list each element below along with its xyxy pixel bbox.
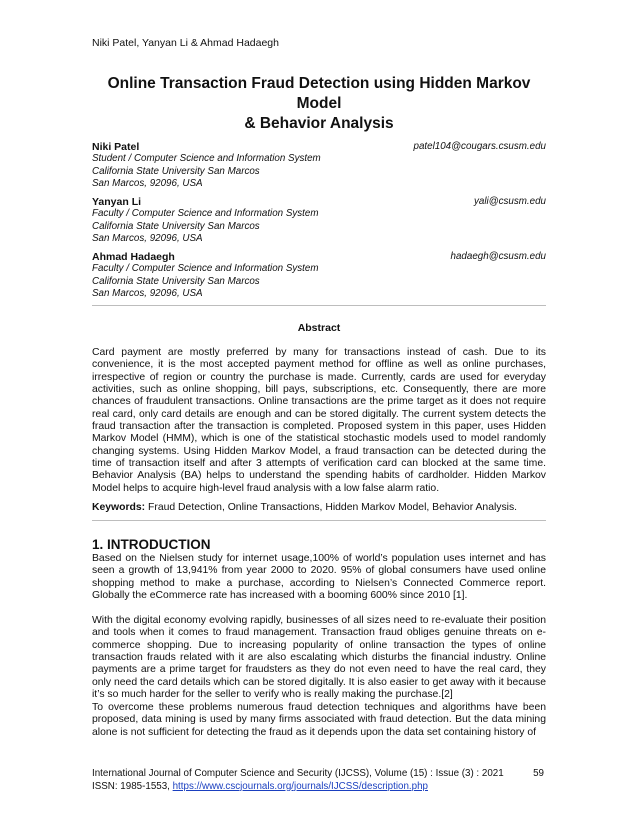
- divider: [92, 520, 546, 521]
- author-name: Ahmad Hadaegh: [92, 251, 175, 263]
- author-affiliation: Faculty / Computer Science and Information System: [92, 208, 319, 220]
- author-email: yali@csusm.edu: [473, 196, 546, 207]
- author-email: hadaegh@csusm.edu: [450, 251, 546, 262]
- intro-paragraph-1: Based on the Nielsen study for internet usage,100% of world’s population uses internet and has seen a growth of 13,941% from year 2000 to 2020. 95% of global consumers have used online shopping method to make a purchase, according to Nielsen’s Connected Commerce report. Globally the eCommerce rate has increased with a booming 600% since 2010 [1].: [92, 553, 546, 602]
- title-line-2: & Behavior Analysis: [244, 115, 394, 132]
- keywords: [92, 502, 546, 514]
- author-affiliation: California State University San Marcos: [92, 275, 260, 287]
- author-block-1: [92, 141, 546, 191]
- keywords-text: Fraud Detection, Online Transactions, Hidden Markov Model, Behavior Analysis.: [148, 502, 518, 513]
- paper-title: [92, 74, 546, 134]
- author-block-2: [92, 196, 546, 246]
- title-line-1: Online Transaction Fraud Detection using Hidden Markov Model: [107, 75, 531, 112]
- author-name: Yanyan Li: [92, 196, 142, 208]
- author-affiliation: Faculty / Computer Science and Information System: [92, 263, 319, 275]
- author-affiliation: San Marcos, 92096, USA: [92, 233, 203, 245]
- author-affiliation: California State University San Marcos: [92, 220, 260, 232]
- footer-issn-line: [92, 781, 546, 794]
- author-affiliation: Student / Computer Science and Information System: [92, 153, 321, 165]
- section-heading-introduction: 1. INTRODUCTION: [92, 537, 211, 552]
- intro-paragraph-2: With the digital economy evolving rapidly, businesses of all sizes need to re-evaluate their position and tools when it comes to fraud management. Transaction fraud obliges genuine threats on e-commerce shopping. Due to increasing popularity of online transaction the types of online transaction frauds related with it are also escalating which disturbs the financial industry. Online payments are a prime target for fraudsters as they do not even need to have the real card, they only need the card details which can be stored digitally. It is also easier to get away with it because it’s so much harder for the seller to verify who is really making the purchase.[2]: [92, 615, 546, 701]
- running-header: Niki Patel, Yanyan Li & Ahmad Hadaegh: [92, 37, 279, 49]
- footer-journal: International Journal of Computer Science and Security (IJCSS), Volume (15) : Issue (3) : 2021: [92, 768, 504, 779]
- author-name: Niki Patel: [92, 141, 140, 153]
- author-affiliation: San Marcos, 92096, USA: [92, 178, 203, 190]
- page-footer: [92, 768, 546, 793]
- journal-link[interactable]: https://www.cscjournals.org/journals/IJCSS/description.php: [172, 780, 428, 792]
- author-block-3: [92, 251, 546, 301]
- author-affiliation: San Marcos, 92096, USA: [92, 288, 203, 300]
- intro-paragraph-3: To overcome these problems numerous fraud detection techniques and algorithms have been proposed, data mining is used by many firms associated with fraud detection. But the data mining alone is not sufficient for detecting the fraud as it depends upon the data set containing history of: [92, 702, 546, 738]
- divider: [92, 305, 546, 306]
- abstract-text: Card payment are mostly preferred by many for transactions instead of cash. Due to its convenience, it is the most accepted payment method for offline as well as online purchases, irrespective of region or country the purchase is made. Currently, cards are used for everyday activities, such as online shopping, bill pays, subscriptions, etc. Consequently, there are more chances of fraudulent transactions. Online transactions are the prime target as it does not require real card, only card details are enough and can be stored digitally. The current system detects the fraud transaction after the transaction is completed. Proposed system in this paper, uses Hidden Markov Model (HMM), which is one of the statistical stochastic models used to model randomly changing systems. Using Hidden Markov Model, a fraud transaction can be detected during the time of transaction itself and after 3 attempts of verification card can blocked at the same time. Behavior Analysis (BA) helps to understand the spending habits of cardholder. Hidden Markov Model helps to acquire high-level fraud analysis with a low false alarm ratio.: [92, 347, 546, 494]
- page-number: 59: [533, 768, 544, 779]
- author-email: patel104@cougars.csusm.edu: [413, 141, 546, 152]
- abstract-heading: Abstract: [297, 322, 341, 334]
- footer-issn: ISSN: 1985-1553,: [92, 780, 173, 792]
- keywords-label: Keywords:: [92, 502, 146, 513]
- author-affiliation: California State University San Marcos: [92, 165, 260, 177]
